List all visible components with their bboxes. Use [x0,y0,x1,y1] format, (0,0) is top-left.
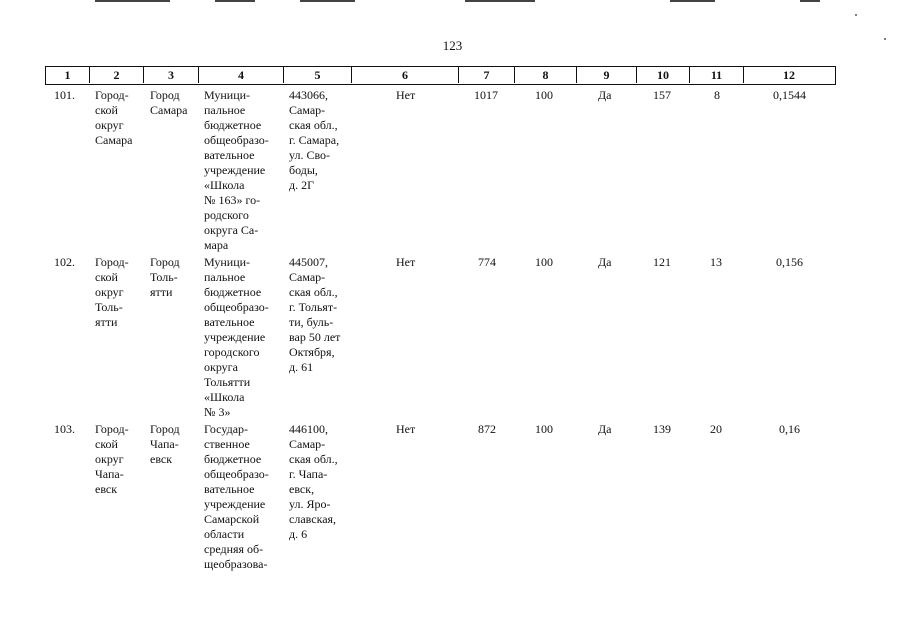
institution-cell: Муници- пальное бюджетное общеобразо- вательное учреждение «Школа № 163» го- родского округа Са- мара [204,88,269,252]
settlement-cell: Город Самара [150,88,188,117]
col11-cell: 13 [710,255,722,269]
header-cell: 5 [284,67,352,83]
address-cell: 445007, Самар- ская обл., г. Тольят- ти, буль- вар 50 лет Октября, д. 61 [289,255,341,374]
col12-cell: 0,16 [779,422,800,436]
col8-cell: 100 [535,88,553,102]
col6-cell: Нет [396,88,416,102]
row-number: 103. [54,422,75,436]
header-cell: 1 [46,67,90,83]
header-cell: 9 [577,67,637,83]
col8-cell: 100 [535,422,553,436]
scan-artifact [215,0,255,2]
header-cell: 12 [783,68,795,82]
settlement-cell: Город Чапа- евск [150,422,180,466]
row-number: 101. [54,88,75,102]
col12-cell: 0,156 [776,255,803,269]
settlement-cell: Город Толь- ятти [150,255,180,299]
scan-artifact [670,0,715,2]
scan-artifact [95,0,170,2]
col7-cell: 1017 [474,88,498,102]
col11-cell: 20 [710,422,722,436]
page-number: 123 [442,38,463,53]
header-cell: 6 [352,67,459,83]
col6-cell: Нет [396,255,416,269]
col7-cell: 872 [478,422,496,436]
address-cell: 443066, Самар- ская обл., г. Самара, ул. Сво- боды, д. 2Г [289,88,340,192]
col9-cell: Да [598,88,612,102]
institution-cell: Муници- пальное бюджетное общеобразо- вательное учреждение городского округа Тольятти «Школа № 3» [204,255,269,419]
col12-cell: 0,1544 [773,88,806,102]
institution-cell: Государ- ственное бюджетное общеобразо- вательное учреждение Самарской области средняя об- щеобразова- [204,422,269,571]
col9-cell: Да [598,255,612,269]
header-cell: 10 [637,67,690,83]
scan-artifact [800,0,820,2]
col6-cell: Нет [396,422,416,436]
col8-cell: 100 [535,255,553,269]
col11-cell: 8 [714,88,720,102]
col10-cell: 157 [653,88,671,102]
district-cell: Город- ской округ Самара [95,88,133,147]
header-cell: 8 [515,67,577,83]
col10-cell: 139 [653,422,671,436]
scan-artifact [300,0,355,2]
district-cell: Город- ской округ Толь- ятти [95,255,129,329]
scan-speck [855,14,857,16]
header-cell: 7 [459,67,515,83]
header-cell: 4 [199,67,284,83]
address-cell: 446100, Самар- ская обл., г. Чапа- евск, ул. Яро- славская, д. 6 [289,422,338,541]
col10-cell: 121 [653,255,671,269]
scan-artifact [465,0,535,2]
col7-cell: 774 [478,255,496,269]
col9-cell: Да [598,422,612,436]
table-header [45,66,836,85]
district-cell: Город- ской округ Чапа- евск [95,422,129,496]
row-number: 102. [54,255,75,269]
header-cell: 11 [690,67,744,83]
header-cell: 3 [144,67,199,83]
header-cell: 2 [90,67,144,83]
